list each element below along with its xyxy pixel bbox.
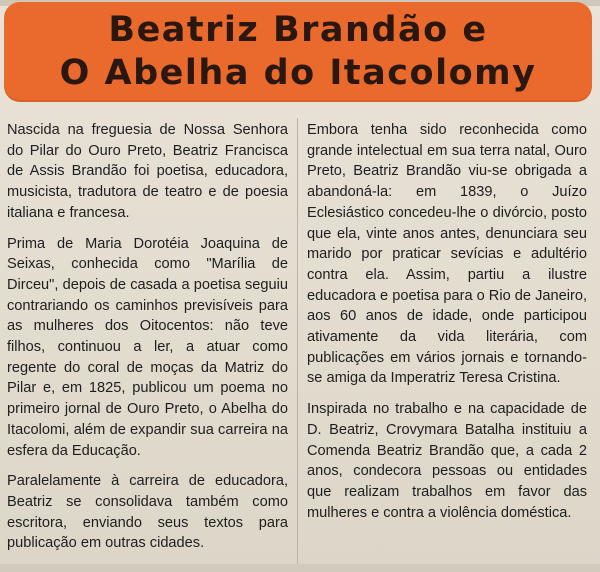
article-headline — [4, 2, 592, 102]
paragraph-award: Inspirada no trabalho e na capacidade de D. Beatriz, Crovymara Batalha instituiu a Comenda Beatriz Brandão que, a cada 2 anos, condecora pessoas ou entidades que realizam trabalhos em favor das mulheres e contra a violência doméstica. — [307, 401, 587, 521]
article-column-right — [307, 120, 587, 533]
paragraph-divorce: Embora tenha sido reconhecida como grande intelectual em sua terra natal, Ouro Preto, Beatriz Brandão viu-se obrigada a abandoná-la: em 1839, o Juízo Eclesiástico concedeu-lhe o divórcio, posto que ela, vinte anos antes, denunciara seu marido por praticar sevícias e adultério contra ela. Assim, partiu a ilustre educadora e poetisa para o Rio de Janeiro, aos 60 anos de idade, onde participou ativamente da vida literária, com publicações em vários jornais e tornando-se amiga da Imperatriz Teresa Cristina. — [307, 122, 587, 387]
headline-line-1: Beatriz Brandão e — [108, 10, 488, 50]
column-divider — [297, 118, 298, 568]
headline-line-2: O Abelha do Itacolomy — [59, 53, 537, 93]
paragraph-writer: Paralelamente à carreira de educadora, Beatriz se consolidava também como escritora, enviando seus textos para publicação em outras cidades. — [7, 473, 288, 552]
next-article-bleed — [0, 564, 600, 572]
paragraph-birth: Nascida na freguesia de Nossa Senhora do Pilar do Ouro Preto, Beatriz Francisca de Assis Brandão foi poetisa, educadora, musicista, tradutora de teatro e de poesia italiana e francesa. — [7, 122, 288, 221]
paragraph-marriage: Prima de Maria Dorotéia Joaquina de Seixas, conhecida como "Marília de Dirceu", depois de casada a poetisa seguiu contrariando os caminhos previsíveis para as mulheres dos Oitocentos: não teve filhos, continuou a ler, a atuar como regente do coral de moças da Matriz do Pilar e, em 1825, publicou um poema no primeiro jornal de Ouro Preto, o Abelha do Itacolomi, além de expandir sua carreira na esfera da Educação. — [7, 235, 288, 459]
article-column-left — [7, 120, 288, 564]
